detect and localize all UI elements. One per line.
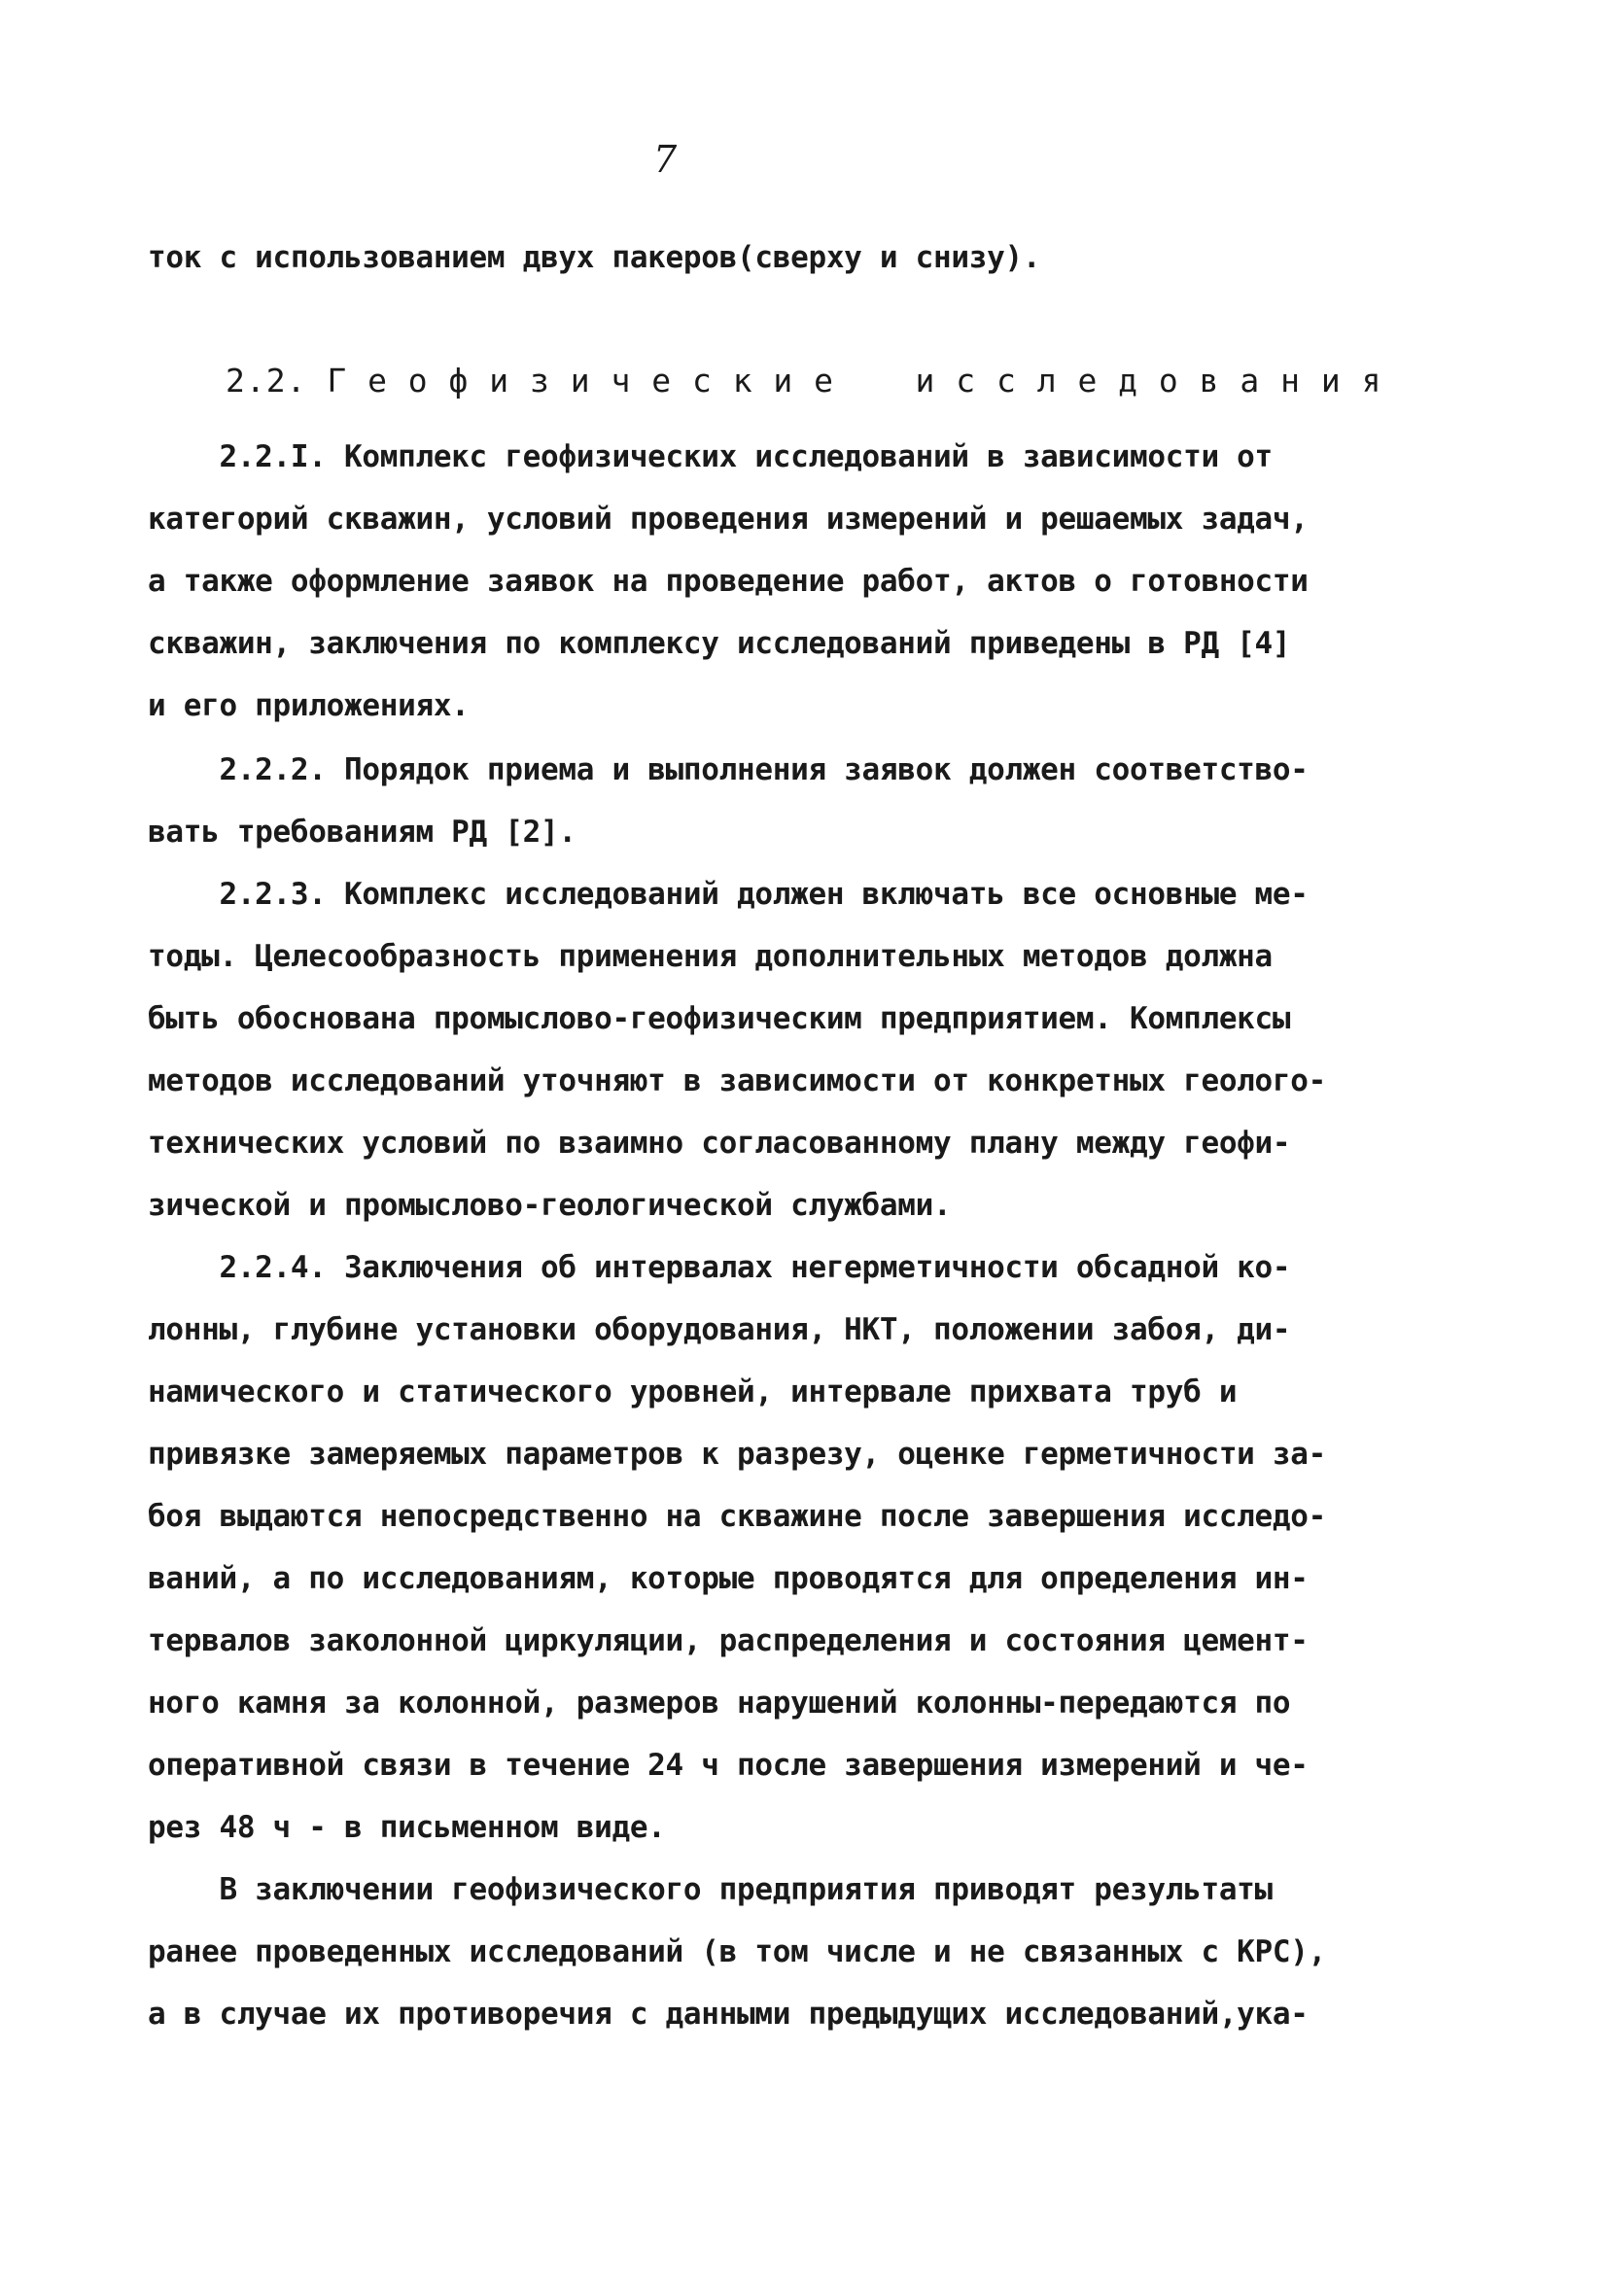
text-line-12: методов исследований уточняют в зависимости от конкретных геолого- <box>148 1063 1326 1098</box>
text-line-11: быть обоснована промыслово-геофизическим предприятием. Комплексы <box>148 1001 1291 1036</box>
text-line-6: и его приложениях. <box>148 688 470 723</box>
text-line-27: а в случае их противоречия с данными предыдущих исследований,ука- <box>148 1997 1309 2032</box>
text-line-15: 2.2.4. Заключения об интервалах негерметичности обсадной ко- <box>148 1250 1291 1285</box>
text-line-4: а также оформление заявок на проведение работ, актов о готовности <box>148 564 1309 599</box>
text-line-8: вать требованиям РД [2]. <box>148 815 576 850</box>
text-line-19: боя выдаются непосредственно на скважине после завершения исследо- <box>148 1499 1326 1534</box>
text-line-13: технических условий по взаимно согласованному плану между геофи- <box>148 1126 1291 1161</box>
text-line-14: зической и промыслово-геологической службами. <box>148 1188 952 1223</box>
text-line-1: ток с использованием двух пакеров(сверху и снизу). <box>148 240 1041 275</box>
text-line-22: ного камня за колонной, размеров нарушений колонны-передаются по <box>148 1686 1291 1721</box>
text-line-25: В заключении геофизического предприятия приводят результаты <box>148 1872 1273 1907</box>
text-line-26: ранее проведенных исследований (в том числе и не связанных с КРС), <box>148 1934 1326 1969</box>
text-line-5: скважин, заключения по комплексу исследований приведены в РД [4] <box>148 626 1291 661</box>
text-line-23: оперативной связи в течение 24 ч после завершения измерений и че- <box>148 1748 1309 1783</box>
text-line-17: намического и статического уровней, интервале прихвата труб и <box>148 1374 1238 1409</box>
section-heading: 2.2. Г е о ф и з и ч е с к и е и с с л е д о в а н и я <box>226 362 1382 400</box>
text-line-9: 2.2.3. Комплекс исследований должен включать все основные ме- <box>148 877 1309 912</box>
text-line-7: 2.2.2. Порядок приема и выполнения заявок должен соответство- <box>148 752 1309 787</box>
text-line-24: рез 48 ч - в письменном виде. <box>148 1810 666 1845</box>
text-line-20: ваний, а по исследованиям, которые проводятся для определения ин- <box>148 1561 1309 1596</box>
page-number: 7 <box>653 138 678 181</box>
text-line-21: тервалов заколонной циркуляции, распределения и состояния цемент- <box>148 1623 1309 1658</box>
text-line-3: категорий скважин, условий проведения измерений и решаемых задач, <box>148 502 1309 537</box>
text-line-10: тоды. Целесообразность применения дополнительных методов должна <box>148 939 1273 974</box>
text-line-2: 2.2.I. Комплекс геофизических исследований в зависимости от <box>148 439 1273 474</box>
text-line-16: лонны, глубине установки оборудования, НКТ, положении забоя, ди- <box>148 1312 1291 1347</box>
text-line-18: привязке замеряемых параметров к разрезу, оценке герметичности за- <box>148 1437 1326 1472</box>
